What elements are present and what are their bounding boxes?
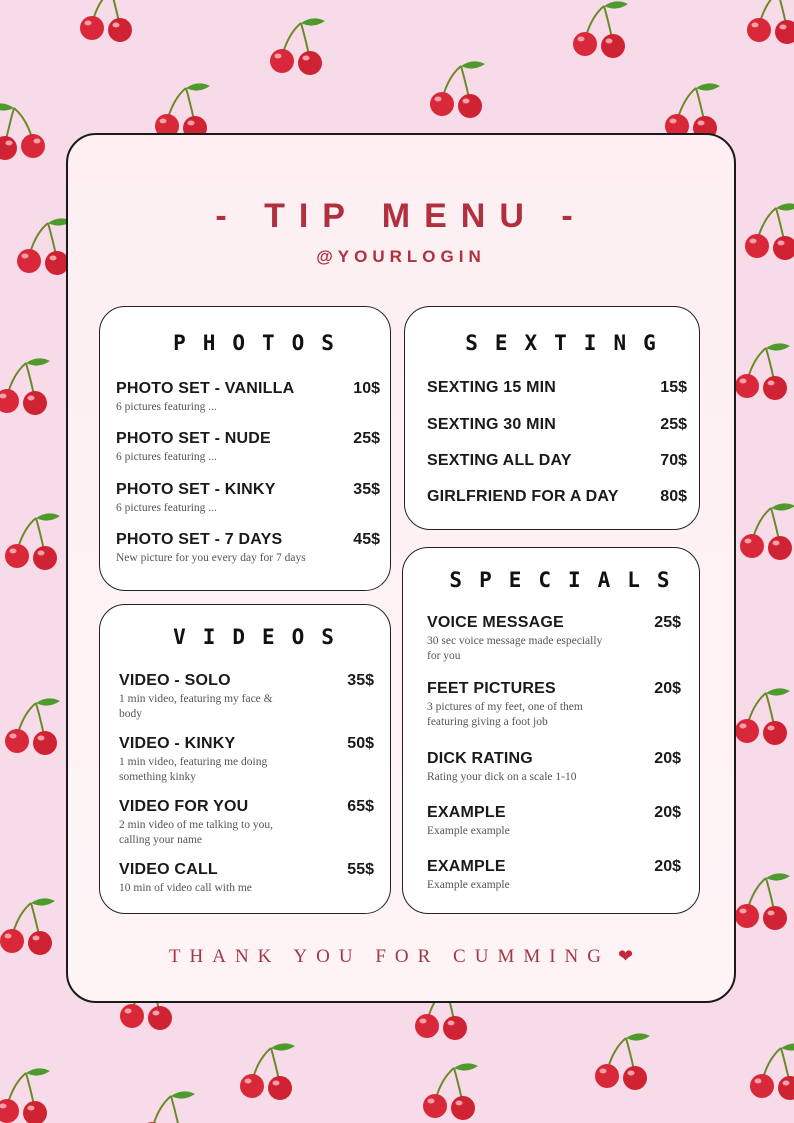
item-name: FEET PICTURES	[427, 680, 556, 697]
item-price: 50$	[347, 735, 374, 752]
item-description: 30 sec voice message made especially for you	[427, 635, 603, 662]
item-price: 15$	[660, 379, 687, 396]
cherry-icon	[17, 218, 72, 275]
sexting-section-title: SEXTING	[465, 331, 673, 355]
cherry-icon	[747, 0, 794, 44]
videos-section-title: VIDEOS	[173, 625, 351, 649]
cherry-icon	[270, 18, 325, 75]
item-name: VIDEO - KINKY	[119, 735, 236, 752]
cherry-icon	[155, 83, 210, 140]
thank-you-footer	[68, 946, 734, 968]
cherry-icon	[5, 513, 60, 570]
item-price: 20$	[654, 804, 681, 821]
item-description: 10 min of video call with me	[119, 882, 252, 894]
item-price: 25$	[660, 416, 687, 433]
cherry-icon	[740, 503, 794, 560]
cherry-icon	[80, 0, 135, 42]
cherry-icon	[0, 898, 55, 955]
item-price: 20$	[654, 680, 681, 697]
item-description: 2 min video of me talking to you, calling your name	[119, 819, 273, 846]
item-description: 6 pictures featuring ...	[116, 451, 217, 463]
cherry-icon	[735, 343, 790, 400]
item-name: DICK RATING	[427, 750, 533, 767]
item-description: 1 min video, featuring me doing something kinky	[119, 756, 268, 783]
item-description: 6 pictures featuring ...	[116, 502, 217, 514]
item-price: 65$	[347, 798, 374, 815]
cherry-icon	[735, 688, 790, 745]
item-price: 70$	[660, 452, 687, 469]
item-description: Example example	[427, 879, 510, 891]
item-name: SEXTING ALL DAY	[427, 452, 572, 469]
item-name: PHOTO SET - VANILLA	[116, 380, 295, 397]
item-price: 55$	[347, 861, 374, 878]
photos-section-title: PHOTOS	[173, 331, 351, 355]
item-name: GIRLFRIEND FOR A DAY	[427, 488, 619, 505]
item-description: 1 min video, featuring my face & body	[119, 693, 273, 720]
item-name: SEXTING 15 MIN	[427, 379, 557, 396]
item-description: Example example	[427, 825, 510, 837]
item-price: 10$	[353, 380, 380, 397]
cherry-icon	[423, 1063, 478, 1120]
sexting-section	[404, 306, 700, 530]
cherry-icon	[573, 1, 628, 58]
item-price: 35$	[347, 672, 374, 689]
item-name: PHOTO SET - 7 DAYS	[116, 531, 283, 548]
item-price: 45$	[353, 531, 380, 548]
item-name: VOICE MESSAGE	[427, 614, 564, 631]
photos-section	[99, 306, 391, 591]
handle-text: @YOURLOGIN	[316, 247, 486, 266]
item-name: VIDEO CALL	[119, 861, 218, 878]
item-name: VIDEO FOR YOU	[119, 798, 249, 815]
cherry-icon	[750, 1043, 794, 1100]
cherry-icon	[0, 358, 50, 415]
specials-section-title: SPECIALS	[449, 568, 687, 592]
cherry-icon	[745, 203, 794, 260]
cherry-icon	[595, 1033, 650, 1090]
item-description: New picture for you every day for 7 days	[116, 552, 306, 564]
videos-section	[99, 604, 391, 914]
cherry-icon	[735, 873, 790, 930]
item-price: 20$	[654, 858, 681, 875]
item-price: 25$	[654, 614, 681, 631]
item-name: SEXTING 30 MIN	[427, 416, 557, 433]
footer-text: THANK YOU FOR CUMMING	[168, 946, 611, 967]
heart-icon: ❤	[618, 946, 634, 966]
item-name: PHOTO SET - KINKY	[116, 481, 276, 498]
item-name: PHOTO SET - NUDE	[116, 430, 271, 447]
item-price: 35$	[353, 481, 380, 498]
item-description: 6 pictures featuring ...	[116, 401, 217, 413]
item-price: 80$	[660, 488, 687, 505]
tip-menu-card	[66, 133, 736, 1003]
item-name: EXAMPLE	[427, 804, 506, 821]
item-price: 25$	[353, 430, 380, 447]
cherry-icon	[0, 103, 45, 160]
page-title: - TIP MENU -	[215, 197, 587, 235]
item-description: Rating your dick on a scale 1-10	[427, 771, 577, 783]
cherry-icon	[0, 1068, 50, 1123]
cherry-icon	[665, 83, 720, 140]
item-name: VIDEO - SOLO	[119, 672, 231, 689]
specials-section	[402, 547, 700, 914]
item-name: EXAMPLE	[427, 858, 506, 875]
cherry-icon	[140, 1091, 195, 1123]
item-price: 20$	[654, 750, 681, 767]
cherry-icon	[430, 61, 485, 118]
cherry-icon	[240, 1043, 295, 1100]
item-description: 3 pictures of my feet, one of them featuring giving a foot job	[427, 701, 583, 728]
cherry-icon	[5, 698, 60, 755]
